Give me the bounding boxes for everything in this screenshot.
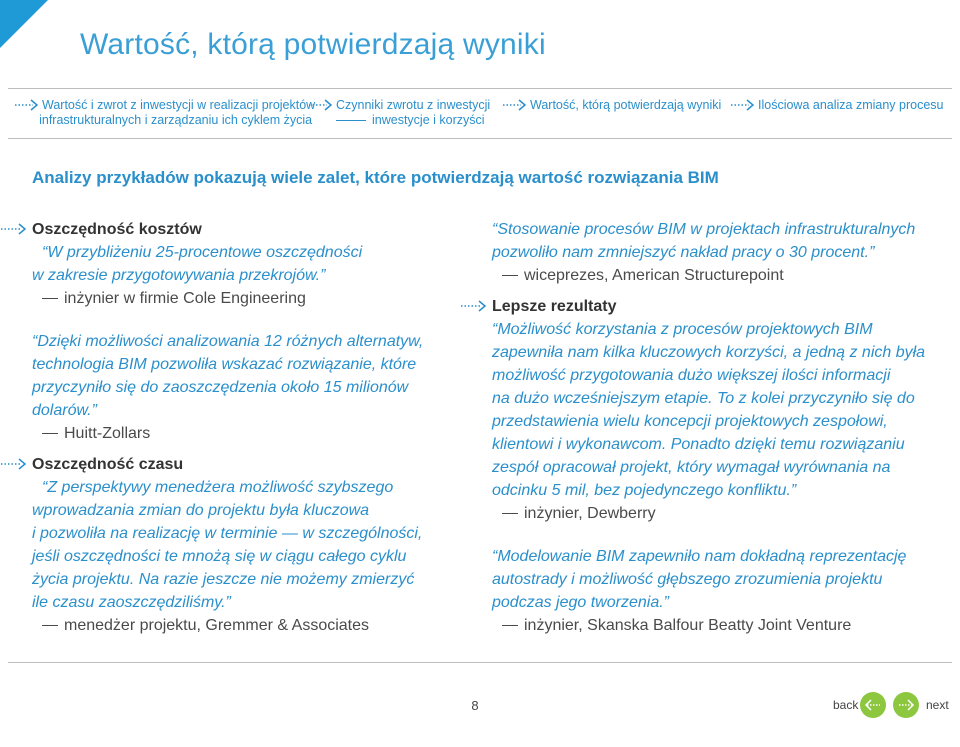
back-arrow-icon [860, 692, 886, 718]
dotted-arrow-icon [308, 98, 334, 112]
nav-item-factors-line2: inwestycje i korzyści [336, 113, 490, 128]
left-column [32, 218, 452, 637]
intro-quote-line: pozwoliło nam zmniejszyć nakład pracy o 30 procent.” [492, 244, 875, 261]
cost-quote2-line: dolarów.” [32, 402, 97, 419]
dotted-arrow-icon [730, 98, 756, 112]
nav-item-roi-line2: infrastrukturalnych i zarządzaniu ich cyklem życia [39, 113, 313, 127]
intro-attribution: wiceprezes, American Structurepoint [492, 264, 942, 287]
dotted-arrow-icon [460, 299, 488, 313]
page-title: Wartość, którą potwierdzają wyniki [80, 28, 546, 61]
back-button[interactable] [860, 692, 886, 718]
results-quote1-line: możliwość przygotowania dużo większej ilości informacji [492, 367, 891, 384]
nav-item-factors[interactable] [308, 98, 490, 128]
results-quote1-line: zapewniła nam kilka kluczowych korzyści, a jedną z nich była [492, 344, 926, 361]
time-quote-line: wprowadzania zmian do projektu była kluczowa [32, 502, 370, 519]
nav-item-factors-line1: Czynniki zwrotu z inwestycji [336, 98, 491, 112]
results-quote1-line: przedstawienia wielu koncepcji projektowych zespołowi, [492, 413, 888, 430]
cost-quote2-line: przyczyniło się do zaoszczędzenia około 15 milionów [32, 379, 409, 396]
time-quote-line: jeśli oszczędności te mnożą się w ciągu całego cyklu [32, 548, 407, 565]
right-column [492, 218, 942, 637]
cost-attribution1: inżynier w firmie Cole Engineering [32, 287, 452, 310]
nav-item-analysis-label: Ilościowa analiza zmiany procesu [758, 98, 944, 112]
nav-item-value-label: Wartość, którą potwierdzają wyniki [530, 98, 722, 112]
results-quote1-line: odcinku 5 mil, bez pojedynczego konfliktu.” [492, 482, 797, 499]
results-quote1-line: “Możliwość korzystania z procesów projektowych BIM [492, 321, 873, 338]
cost-quote1-line: “W przybliżeniu 25-procentowe oszczędności [42, 244, 363, 261]
results-quote1-line: klientowi i wykonawcom. Ponadto dzięki temu rozwiązaniu [492, 436, 905, 453]
nav-item-value[interactable] [502, 98, 721, 113]
dotted-arrow-icon [0, 457, 28, 471]
results-quote2-line: autostrady i możliwość głębszego zrozumienia projektu [492, 571, 883, 588]
divider-nav [8, 138, 952, 139]
time-quote-line: i pozwoliła na realizację w terminie — w szczególności, [32, 525, 423, 542]
divider-bottom [8, 662, 952, 663]
headline: Analizy przykładów pokazują wiele zalet, które potwierdzają wartość rozwiązania BIM [32, 168, 719, 187]
cost-attribution2: Huitt-Zollars [32, 422, 452, 445]
results-attribution2: inżynier, Skanska Balfour Beatty Joint Venture [492, 614, 942, 637]
intro-quote-line: “Stosowanie procesów BIM w projektach infrastrukturalnych [492, 221, 916, 238]
dotted-arrow-icon [502, 98, 528, 112]
divider-top [8, 88, 952, 89]
corner-accent [0, 0, 48, 48]
page-number: 8 [471, 698, 479, 713]
nav-item-analysis[interactable] [730, 98, 944, 113]
results-quote2-line: podczas jego tworzenia.” [492, 594, 669, 611]
dotted-arrow-icon [14, 98, 40, 112]
time-quote-line: życia projektu. Na razie jeszcze nie możemy zmierzyć [32, 571, 415, 588]
cost-heading: Oszczędność kosztów [32, 218, 452, 241]
next-arrow-icon [893, 692, 919, 718]
results-quote1-line: zespół opracował projekt, który wymagał wyrównania na [492, 459, 891, 476]
cost-quote1-line: w zakresie przygotowywania przekrojów.” [32, 267, 326, 284]
time-attribution: menedżer projektu, Gremmer & Associates [32, 614, 452, 637]
time-quote-line: ile czasu zaoszczędziliśmy.” [32, 594, 231, 611]
next-button[interactable] [893, 692, 919, 718]
results-heading: Lepsze rezultaty [492, 295, 942, 318]
nav-item-roi[interactable] [14, 98, 315, 128]
cost-quote2-line: “Dzięki możliwości analizowania 12 różnych alternatyw, [32, 333, 424, 350]
back-label[interactable]: back [833, 698, 859, 712]
nav-item-roi-line1: Wartość i zwrot z inwestycji w realizacji projektów [42, 98, 316, 112]
results-attribution1: inżynier, Dewberry [492, 502, 942, 525]
results-quote2-line: “Modelowanie BIM zapewniło nam dokładną reprezentację [492, 548, 907, 565]
time-heading: Oszczędność czasu [32, 453, 452, 476]
dotted-arrow-icon [0, 222, 28, 236]
next-label[interactable]: next [926, 698, 949, 712]
cost-quote2-line: technologia BIM pozwoliła wskazać rozwiązanie, które [32, 356, 417, 373]
time-quote-line: “Z perspektywy menedżera możliwość szybszego [42, 479, 394, 496]
section-nav [0, 98, 960, 132]
results-quote1-line: na dużo wcześniejszym etapie. To z kolei przyczyniło się do [492, 390, 915, 407]
